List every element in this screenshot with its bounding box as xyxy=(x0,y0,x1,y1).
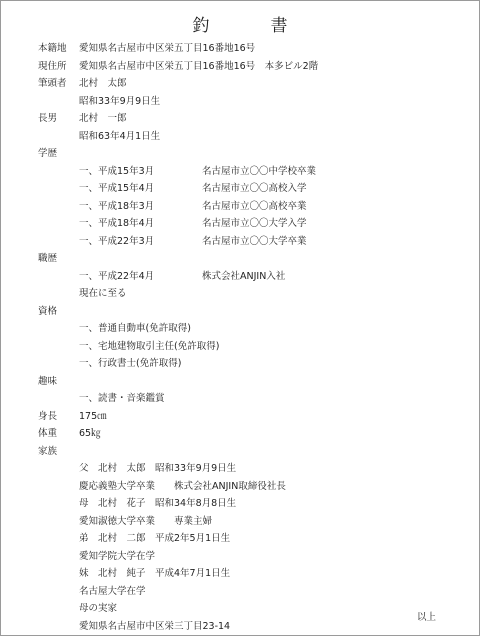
document-line xyxy=(1,565,479,583)
document-line xyxy=(1,180,479,198)
field-value: 弟 北村 二郎 平成2年5月1日生 xyxy=(79,533,231,544)
field-label: 本籍地 xyxy=(38,43,67,54)
document-line xyxy=(1,373,479,391)
field-label: 体重 xyxy=(38,428,58,439)
field-label: 身長 xyxy=(38,410,58,422)
field-value: 母の実家 xyxy=(79,603,118,614)
field-value: 北村 太郎 xyxy=(79,78,127,89)
document-line xyxy=(1,93,479,111)
closing-mark: 以上 xyxy=(417,612,437,623)
field-label: 資格 xyxy=(38,305,58,317)
document-line xyxy=(1,530,479,548)
field-value: 現在に至る xyxy=(79,288,127,299)
document-line xyxy=(1,618,479,636)
document-line xyxy=(1,75,479,93)
field-value: 一、平成22年3月 xyxy=(79,235,155,247)
field-label: 長男 xyxy=(38,113,58,124)
document-line xyxy=(1,58,479,76)
document-line xyxy=(1,128,479,146)
document-line xyxy=(1,303,479,321)
document-title: 釣 書 xyxy=(192,16,310,36)
field-value: 65㎏ xyxy=(79,428,101,439)
field-value: 一、平成18年3月 xyxy=(79,200,155,212)
field-label: 学歴 xyxy=(38,148,58,159)
document-line xyxy=(1,268,479,286)
field-value: 愛知県名古屋市中区栄五丁目16番地16号 本多ビル2階 xyxy=(79,60,319,72)
field-value: 愛知県名古屋市中区栄五丁目16番地16号 xyxy=(79,43,256,54)
document-line xyxy=(1,198,479,216)
field-detail: 名古屋市立〇〇中学校卒業 xyxy=(202,165,317,177)
field-value: 一、行政書士(免許取得) xyxy=(79,358,182,369)
document-line xyxy=(1,425,479,443)
field-detail: 名古屋市立〇〇大学入学 xyxy=(202,218,307,229)
field-label: 職歴 xyxy=(38,253,58,264)
field-label: 現住所 xyxy=(38,60,67,72)
field-value: 妹 北村 純子 平成4年7月1日生 xyxy=(79,568,231,579)
field-value: 昭和33年9月9日生 xyxy=(79,95,161,107)
field-value: 名古屋大学在学 xyxy=(79,585,146,597)
document-line xyxy=(1,355,479,373)
field-value: 愛知学院大学在学 xyxy=(79,550,156,562)
field-value: 母 北村 花子 昭和34年8月8日生 xyxy=(79,498,237,509)
document-line xyxy=(1,145,479,163)
field-label: 趣味 xyxy=(38,375,58,387)
field-value: 昭和63年4月1日生 xyxy=(79,130,161,142)
document-line xyxy=(1,338,479,356)
document-line xyxy=(1,583,479,601)
field-label: 筆頭者 xyxy=(38,78,67,89)
field-value: 一、平成15年4月 xyxy=(79,183,155,194)
document-line xyxy=(1,600,479,618)
field-value: 一、宅地建物取引主任(免許取得) xyxy=(79,340,220,352)
field-detail: 名古屋市立〇〇高校卒業 xyxy=(202,200,307,212)
field-value: 一、平成22年4月 xyxy=(79,270,155,282)
document-line xyxy=(1,548,479,566)
document-line xyxy=(1,40,479,58)
field-label: 家族 xyxy=(38,445,58,457)
field-value: 175㎝ xyxy=(79,410,107,422)
document-line xyxy=(1,285,479,303)
field-value: 北村 一郎 xyxy=(79,113,127,124)
field-detail: 株式会社ANJIN入社 xyxy=(202,270,286,282)
field-detail: 名古屋市立〇〇高校入学 xyxy=(202,183,307,194)
document-line xyxy=(1,163,479,181)
field-value: 一、普通自動車(免許取得) xyxy=(79,323,191,334)
document-line xyxy=(1,443,479,461)
document-line xyxy=(1,408,479,426)
document-line xyxy=(1,233,479,251)
document-line xyxy=(1,320,479,338)
document-line xyxy=(1,460,479,478)
field-value: 慶応義塾大学卒業 株式会社ANJIN取締役社長 xyxy=(79,480,286,492)
field-value: 一、読書・音楽鑑賞 xyxy=(79,393,165,404)
document-line xyxy=(1,215,479,233)
document-line xyxy=(1,390,479,408)
document-line xyxy=(1,478,479,496)
field-value: 一、平成18年4月 xyxy=(79,218,155,229)
document-line xyxy=(1,250,479,268)
field-value: 愛知県名古屋市中区栄三丁目23-14 xyxy=(79,620,231,632)
field-value: 一、平成15年3月 xyxy=(79,165,155,177)
document-line xyxy=(1,495,479,513)
field-detail: 名古屋市立〇〇大学卒業 xyxy=(202,235,307,247)
document-line xyxy=(1,110,479,128)
document-line xyxy=(1,513,479,531)
field-value: 父 北村 太郎 昭和33年9月9日生 xyxy=(79,463,237,474)
field-value: 愛知淑徳大学卒業 専業主婦 xyxy=(79,515,213,527)
